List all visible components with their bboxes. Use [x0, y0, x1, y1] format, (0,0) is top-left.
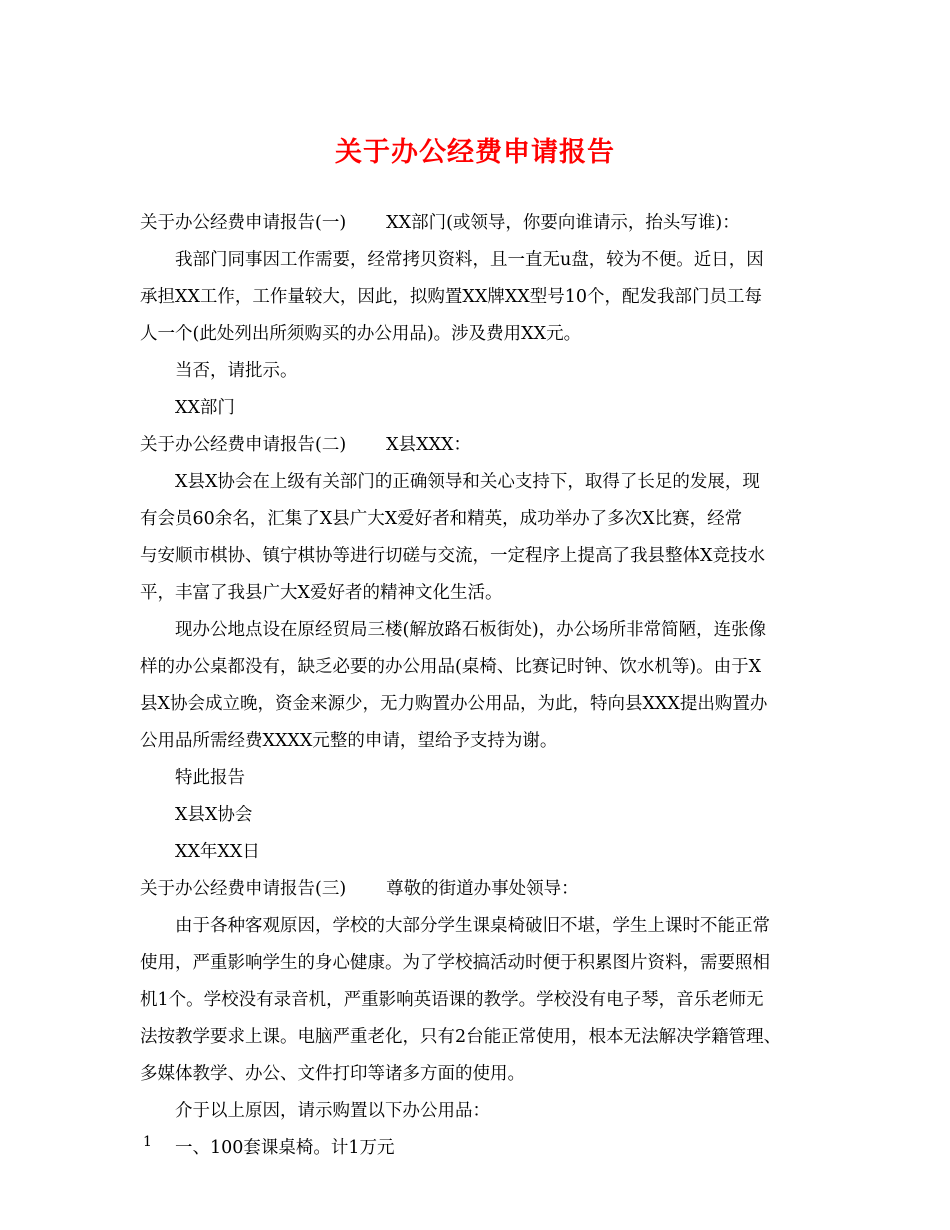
signature-line: XX部门 — [175, 398, 235, 418]
document-body — [140, 205, 810, 1167]
paragraph-line: 承担XX工作，工作量较大，因此，拟购置XX牌XX型号10个，配发我部门员工每 — [140, 287, 763, 307]
paragraph-line: 机1个。学校没有录音机，严重影响英语课的教学。学校没有电子琴，音乐老师无 — [140, 990, 764, 1010]
heading-addressee: X县XXX： — [386, 435, 471, 455]
paragraph-line: 有会员60余名，汇集了X县广大X爱好者和精英，成功举办了多次X比赛，经常 — [140, 509, 743, 529]
paragraph-line: 公用品所需经费XXXX元整的申请，望给予支持为谢。 — [140, 731, 558, 751]
paragraph-line: 介于以上原因，请示购置以下办公用品： — [175, 1101, 490, 1121]
paragraph-line: 现办公地点设在原经贸局三楼(解放路石板街处)，办公场所非常简陋，连张像 — [175, 620, 767, 640]
paragraph-line: X县X协会在上级有关部门的正确领导和关心支持下，取得了长足的发展，现 — [175, 472, 760, 492]
paragraph-line: 当否，请批示。 — [175, 361, 298, 381]
paragraph-line: 由于各种客观原因，学校的大部分学生课桌椅破旧不堪，学生上课时不能正常 — [175, 916, 770, 936]
paragraph-line: 我部门同事因工作需要，经常拷贝资料，且一直无u盘，较为不便。近日，因 — [175, 250, 764, 270]
heading-text: 关于办公经费申请报告(三) — [140, 879, 347, 899]
paragraph-line: 特此报告 — [175, 768, 245, 788]
heading-text: 关于办公经费申请报告(一) — [140, 213, 347, 233]
list-item: 一、100套课桌椅。计1万元 — [175, 1138, 395, 1158]
paragraph-line: 与安顺市棋协、镇宁棋协等进行切磋与交流，一定程序上提高了我县整体X竞技水 — [140, 546, 765, 566]
heading-line — [140, 871, 810, 908]
document-title: 关于办公经费申请报告 — [335, 137, 615, 168]
page-number: 1 — [143, 1134, 152, 1150]
paragraph-line: 样的办公桌都没有，缺乏必要的办公用品(桌椅、比赛记时钟、饮水机等)。由于X — [140, 657, 762, 677]
signature-line: X县X协会 — [175, 805, 253, 825]
heading-text: 关于办公经费申请报告(二) — [140, 435, 347, 455]
heading-line — [140, 427, 810, 464]
paragraph-line: 人一个(此处列出所须购买的办公用品)。涉及费用XX元。 — [140, 324, 582, 344]
paragraph-line: 法按教学要求上课。电脑严重老化，只有2台能正常使用，根本无法解决学籍管理、 — [140, 1027, 782, 1047]
heading-addressee: 尊敬的街道办事处领导： — [386, 879, 579, 899]
paragraph-line: 使用，严重影响学生的身心健康。为了学校搞活动时便于积累图片资料，需要照相 — [140, 953, 770, 973]
heading-addressee: XX部门(或领导，你要向谁请示，抬头写谁)： — [386, 213, 740, 233]
date-line: XX年XX日 — [175, 842, 260, 862]
heading-line — [140, 205, 810, 242]
paragraph-line: 平，丰富了我县广大X爱好者的精神文化生活。 — [140, 583, 503, 603]
paragraph-line: 县X协会成立晚，资金来源少，无力购置办公用品，为此，特向县XXX提出购置办 — [140, 694, 768, 714]
paragraph-line: 多媒体教学、办公、文件打印等诸多方面的使用。 — [140, 1064, 525, 1084]
